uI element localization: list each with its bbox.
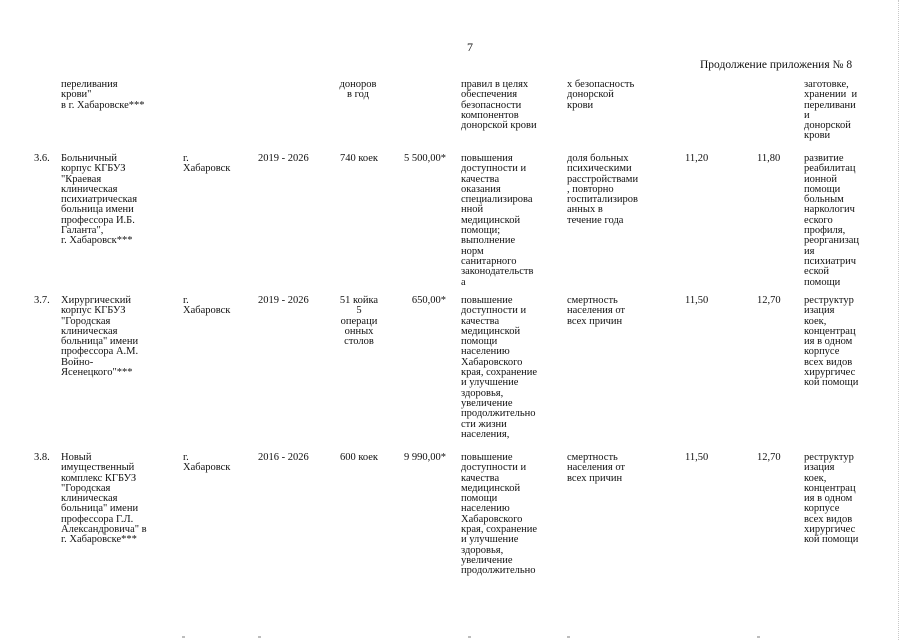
carryover-object: переливания крови" в г. Хабаровске*** — [61, 79, 145, 111]
result: развитие реабилитац ионной помощи больным наркологич еского профиля, реорганизац ия психиатрич еской помощи — [804, 153, 860, 288]
location: г. Хабаровск — [183, 295, 231, 317]
indicator-value-2: 12,70 — [757, 295, 781, 306]
scan-bottom-artifact — [0, 632, 905, 638]
indicator-value-1: 11,50 — [685, 295, 709, 306]
row-number: 3.8. — [34, 452, 50, 463]
period: 2016 - 2026 — [258, 452, 309, 463]
location: г. Хабаровск — [183, 153, 231, 175]
carryover-goal: правил в целях обеспечения безопасности компонентов донорской крови — [461, 79, 537, 132]
page-number: 7 — [467, 40, 473, 54]
object-name: Новый имущественный комплекс КГБУЗ "Городская клиническая больница" имени профессора Г.Л. Александровича" в г. Хабаровске*** — [61, 452, 147, 546]
cost: 650,00* — [411, 295, 446, 306]
capacity: 600 коек — [339, 452, 379, 463]
scan-edge-artifact — [897, 0, 899, 640]
indicator: смертность населения от всех причин — [567, 295, 626, 327]
goal: повышение доступности и качества медицинской помощи населению Хабаровского края, сохранение и улучшение здоровья, увеличение продолжительно сти жизни населения, — [461, 295, 538, 440]
continuation-label: Продолжение приложения № 8 — [700, 59, 853, 71]
row-number: 3.7. — [34, 295, 50, 306]
goal: повышение доступности и качества медицинской помощи населению Хабаровского края, сохранение и улучшение здоровья, увеличение продолжительно — [461, 452, 538, 577]
cost: 9 990,00* — [404, 452, 446, 463]
capacity: 51 койка 5 операци онных столов — [339, 295, 379, 348]
location: г. Хабаровск — [183, 452, 231, 474]
goal: повышения доступности и качества оказания специализирова нной медицинской помощи; выполнение норм санитарного законодательств а — [461, 153, 534, 288]
indicator: доля больных психическими расстройствами , повторно госпитализиров анных в течение года — [567, 153, 639, 226]
carryover-indicator: х безопасность донорской крови — [567, 79, 635, 111]
indicator-value-2: 12,70 — [757, 452, 781, 463]
row-number: 3.6. — [34, 153, 50, 164]
period: 2019 - 2026 — [258, 153, 309, 164]
capacity: 740 коек — [339, 153, 379, 164]
indicator-value-1: 11,20 — [685, 153, 709, 164]
cost: 5 500,00* — [404, 153, 446, 164]
carryover-result: заготовке, хранении и переливани и донорской крови — [804, 79, 858, 142]
result: реструктур изация коек, концентрац ия в одном корпусе всех видов хирургичес кой помощи — [804, 295, 859, 389]
indicator-value-2: 11,80 — [757, 153, 781, 164]
object-name: Хирургический корпус КГБУЗ "Городская клиническая больница" имени профессора А.М. Войно- Ясенецкого"*** — [61, 295, 139, 379]
indicator-value-1: 11,50 — [685, 452, 709, 463]
period: 2019 - 2026 — [258, 295, 309, 306]
indicator: смертность населения от всех причин — [567, 452, 626, 484]
carryover-capacity: доноров в год — [339, 79, 377, 101]
result: реструктур изация коек, концентрац ия в одном корпусе всех видов хирургичес кой помощи — [804, 452, 859, 546]
object-name: Больничный корпус КГБУЗ "Краевая клиническая психиатрическая больница имени профессора И.Б. Галанта", г. Хабаровск*** — [61, 153, 138, 247]
